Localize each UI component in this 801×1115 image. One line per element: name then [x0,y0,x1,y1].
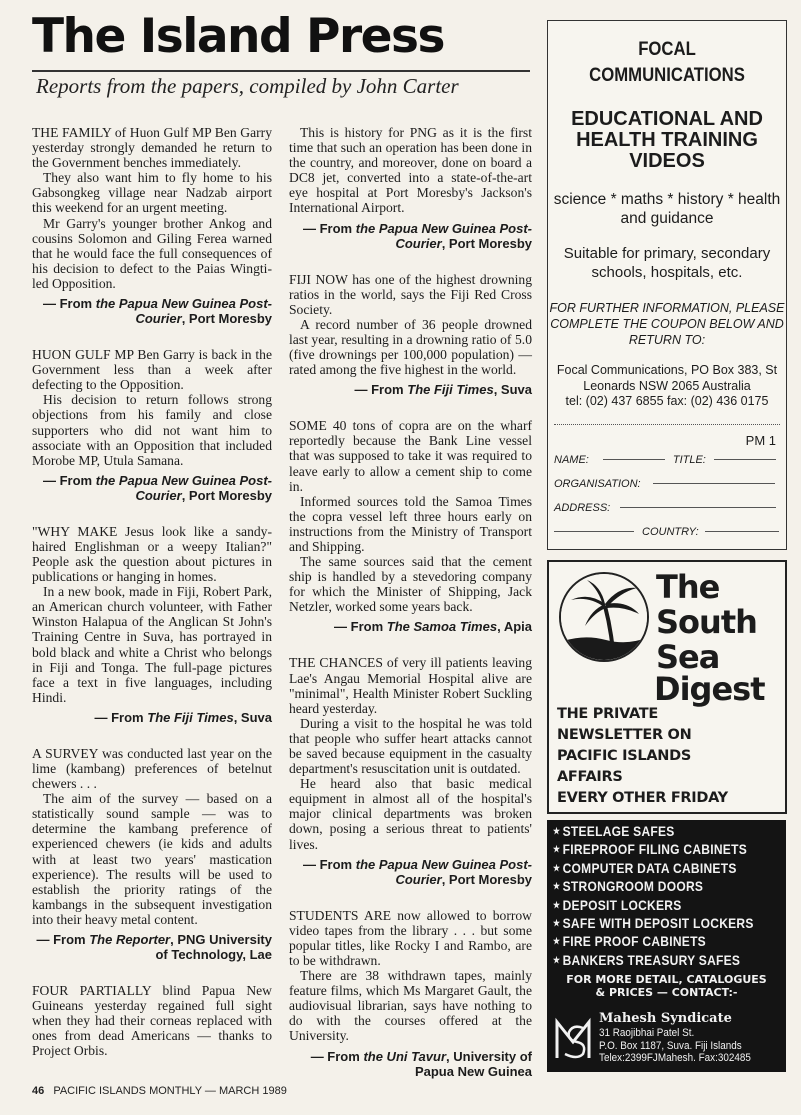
product-item: ★ DEPOSIT LOCKERS [553,896,753,914]
coupon-address-row [554,496,780,520]
column-middle [289,125,532,1100]
column-left [32,125,272,1080]
news-item [32,524,272,725]
title-label: TITLE: [672,453,706,466]
mahesh-name: Mahesh Syndicate [599,1011,732,1026]
focal-phones: tel: (02) 437 6855 fax: (02) 436 0175 [565,394,769,408]
news-paragraph: FIJI NOW has one of the highest drowning ratios in the world, says the Fiji Red Cross Society. [289,271,532,317]
news-item [289,272,532,398]
credit-place: , Suva [233,709,272,725]
focal-subjects: science * maths * history * health and guidance [553,191,781,227]
mahesh-syndicate-ad [547,820,786,1072]
news-item [289,125,532,251]
news-paragraph: In a new book, made in Fiji, Robert Park, an American church volunteer, with Father Winston Halapua of the Anglican St John's Training Centre in Suva, has portrayed in bold black and white a Christ who belongs in Fiji and Tonga. The full-page pictures face a text in five languages, including Hindi. [32,584,272,705]
credit-from: — From [334,619,384,635]
news-paragraph: The same sources said that the cement ship is handled by a stevedoring company for which the Minister of Shipping, Jack Netzler, worked some years back. [289,554,532,615]
name-blank[interactable] [603,459,665,460]
page-subtitle: Reports from the papers, compiled by John Carter [36,74,459,98]
product-item: ★ STRONGROOM DOORS [553,877,753,895]
credit-from: — From [42,296,93,312]
news-paragraph: FOUR PARTIALLY blind Papua New Guineans yesterday regained full sight when they had their corneas replaced with ones from dead Americans — thanks to Project Orbis. [32,983,272,1059]
digest-tagline [557,704,728,809]
news-item [32,125,272,326]
country-blank-left[interactable] [554,531,634,532]
news-item [32,347,272,503]
news-paragraph: THE FAMILY of Huon Gulf MP Ben Garry yesterday strongly demanded he return to the Government benches immediately. [32,125,272,171]
name-label: NAME: [554,453,589,466]
news-paragraph: SOME 40 tons of copra are on the wharf reportedly because the Bank Line vessel that was supposed to take it was required to leave early to allow a cement ship to come in. [289,418,532,494]
product-item: ★ FIRE PROOF CABINETS [553,932,753,950]
contact-line-1: FOR MORE DETAIL, CATALOGUES [566,973,767,987]
news-paragraph: "WHY MAKE Jesus look like a sandy-haired Englishman or a weepy Italian?" People ask the question about pictures in publications or hanging in homes. [32,523,272,585]
title-sea: Sea [656,638,720,676]
product-item: ★ SAFE WITH DEPOSIT LOCKERS [553,914,753,932]
focal-heading: EDUCATIONAL AND HEALTH TRAINING VIDEOS [571,108,763,172]
news-paragraph: THE CHANCES of very ill patients leaving Lae's Angau Memorial Hospital alive are "minimal", Health Minister Robert Suckling heard yesterday. [289,655,532,716]
product-item: ★ COMPUTER DATA CABINETS [553,859,753,877]
page-number: 46 [32,1085,45,1097]
tagline-line: EVERY OTHER FRIDAY [557,790,728,806]
masthead [32,8,532,100]
news-credit [32,710,272,725]
news-paragraph: His decision to return follows strong objections from his family and close supporters who did not want him to associate with an Opposition that included Morobe MP, Utula Samana. [32,392,272,468]
news-paragraph: During a visit to the hospital he was told that people who suffer heart attacks cannot be saved because equipment in the casualty department's resuscitation unit is outdated. [289,715,532,777]
credit-source: the Uni Tavur [363,1048,447,1064]
address-blank[interactable] [620,507,776,508]
news-credit [32,932,272,962]
news-credit [289,619,532,634]
news-item [32,983,272,1058]
news-credit [289,1049,532,1079]
mahesh-address [599,1027,751,1065]
country-blank-right[interactable] [705,531,779,532]
credit-source: the Papua New Guinea Post-Courier [95,296,272,327]
address-line-1: 31 Raojibhai Patel St. [599,1027,695,1039]
focal-communications-ad [547,20,787,550]
south-sea-digest-ad [547,560,787,814]
credit-source: The Fiji Times [147,709,234,725]
credit-from: — From [354,382,404,398]
credit-source: The Samoa Times [386,619,498,635]
credit-place: , Apia [497,619,532,635]
title-blank[interactable] [714,459,776,460]
coupon-country-row [554,520,780,544]
credit-source: the Papua New Guinea Post-Courier [95,472,272,503]
product-list [547,820,786,969]
organisation-label: ORGANISATION: [554,477,641,490]
product-item: ★ STEELAGE SAFES [553,822,753,840]
focal-info: FOR FURTHER INFORMATION, PLEASE COMPLETE THE COUPON BELOW AND RETURN TO: [549,301,785,347]
credit-place: , Port Moresby [181,487,272,503]
digest-title [656,570,757,675]
news-paragraph: This is history for PNG as it is the first time that such an operation has been done in the country, and moreover, done on board a DC8 jet, converted into a state-of-the-art eye hospital at Port Moresby's Jackson's International Airport. [289,125,532,216]
news-paragraph: The aim of the survey — based on a statistically sound sample — was to determine the kambang preference of experienced chewers (ie kids and adults with at least two years' mastication experience). The results will be used to establish the priority ratings of the kambangs in the subsequent investigation into their heavy metal content. [32,791,272,927]
news-credit [289,221,532,251]
country-label: COUNTRY: [642,525,699,538]
news-item [289,908,532,1079]
news-paragraph: There are 38 withdrawn tapes, mainly feature films, which Ms Margaret Gault, the audiovisual librarian, says have nothing to do with the courses offered at the University. [289,968,532,1044]
credit-from: — From [94,709,144,725]
credit-place: , Port Moresby [441,871,532,887]
news-paragraph: Informed sources told the Samoa Times the copra vessel left three hours early on instructions from the Ministry of Transport and Shipping. [289,493,532,554]
news-item [289,418,532,634]
title-digest: Digest [654,670,765,708]
focal-suitable: Suitable for primary, secondary schools, hospitals, etc. [563,245,771,281]
credit-place: , Suva [493,382,532,398]
news-item [289,655,532,886]
coupon-org-row [554,472,780,496]
product-item: ★ BANKERS TREASURY SAFES [553,951,753,969]
tagline-line: PACIFIC ISLANDS [557,748,691,764]
focal-address [548,363,786,410]
credit-source: The Reporter [89,932,171,948]
credit-from: — From [42,472,93,488]
page-footer [32,1085,287,1097]
title-south: South [656,603,757,641]
credit-place: , University of Papua New Guinea [414,1048,532,1079]
ms-monogram-icon [553,1014,593,1062]
tagline-line: NEWSLETTER ON [557,727,692,743]
organisation-blank[interactable] [653,483,775,484]
address-label: ADDRESS: [554,501,611,514]
news-paragraph: A SURVEY was conducted last year on the lime (kambang) preferences of betelnut chewers . . . [32,745,272,792]
title-the: The [656,568,720,606]
credit-source: the Papua New Guinea Post-Courier [355,856,532,887]
credit-place: , Port Moresby [181,311,272,327]
news-paragraph: A record number of 36 people drowned last year, resulting in a drowning ratio of 5.0 (five drownings per 100,000 population) — rated among the five highest in the world. [289,316,532,378]
credit-from: — From [302,220,353,236]
tagline-line: AFFAIRS [557,769,623,785]
address-line-3: Telex:2399FJMahesh. Fax:302485 [599,1052,751,1064]
news-paragraph: He heard also that basic medical equipment in almost all of the hospital's major clinical departments was broken down, posing a serious threat to patients' lives. [289,776,532,852]
product-item: ★ FIREPROOF FILING CABINETS [553,840,753,858]
news-credit [32,296,272,326]
news-paragraph: Mr Garry's younger brother Ankog and cousins Solomon and Giling Ferea warned that he would face the full consequences of his decision to defect to the Paias Wingti-led Opposition. [32,215,272,291]
tagline-line: THE PRIVATE [557,706,658,722]
credit-source: the Papua New Guinea Post-Courier [355,220,532,251]
address-line-2: P.O. Box 1187, Suva. Fiji Islands [599,1039,742,1052]
news-item [32,746,272,962]
credit-from: — From [302,856,353,872]
focal-address-line: Focal Communications, PO Box 383, St Leonards NSW 2065 Australia [556,363,778,393]
credit-from: — From [310,1048,360,1064]
focal-brand: FOCAL COMMUNICATIONS [589,39,745,86]
credit-from: — From [36,932,86,948]
news-credit [289,857,532,887]
contact-prompt [547,973,786,999]
news-credit [289,382,532,397]
contact-line-2: & PRICES — CONTACT:- [595,986,738,1000]
credit-place: , PNG University of Technology, Lae [155,932,272,963]
credit-source: The Fiji Times [407,382,494,398]
coupon-code: PM 1 [745,432,776,448]
palm-island-logo-icon [559,572,649,662]
news-credit [32,473,272,503]
page-title: The Island Press [32,9,444,64]
news-paragraph: HUON GULF MP Ben Garry is back in the Government less than a week after defecting to the Opposition. [32,347,272,393]
news-paragraph: STUDENTS ARE now allowed to borrow video tapes from the library . . . but some popular titles, like Rocky I and Rambo, are to be withdrawn. [289,907,532,968]
publication-line: PACIFIC ISLANDS MONTHLY — MARCH 1989 [53,1085,287,1097]
coupon-name-row [554,448,780,472]
credit-place: , Port Moresby [441,235,532,251]
coupon-cut-line [554,424,780,425]
news-paragraph: They also want him to fly home to his Gabsongkeg village near Nadzab airport this weekend for an urgent meeting. [32,170,272,216]
